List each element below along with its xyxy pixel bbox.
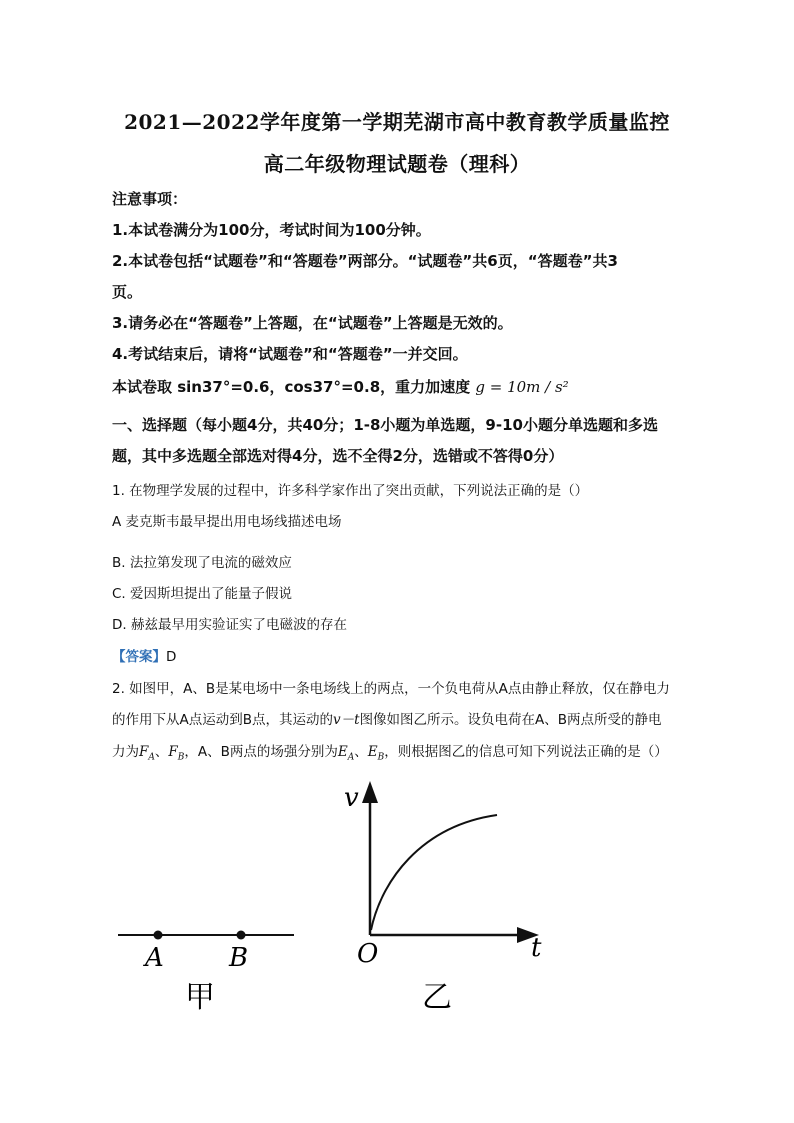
notice-item-3: 3.请务必在“答题卷”上答题，在“试题卷”上答题是无效的。 bbox=[112, 314, 513, 332]
exam-title-line2: 高二年级物理试题卷（理科） bbox=[263, 152, 531, 176]
q1-option-a: A 麦克斯韦最早提出用电场线描述电场 bbox=[112, 514, 342, 530]
force-b-sub: B bbox=[177, 752, 185, 763]
q2-line2-a: 的作用下从A点运动到B点，其运动的 bbox=[112, 712, 333, 728]
figure-yi bbox=[344, 781, 542, 1015]
answer-value: D bbox=[166, 649, 177, 665]
notice-heading: 注意事项： bbox=[112, 190, 188, 208]
field-a-letter: E bbox=[337, 744, 348, 760]
notice-item-2-cont: 页。 bbox=[112, 283, 143, 301]
q2-line3-a: 力为 bbox=[112, 744, 139, 760]
force-a-letter: F bbox=[139, 744, 149, 760]
v-axis-arrow bbox=[362, 781, 378, 803]
vt-curve bbox=[371, 815, 497, 930]
vt-symbol: v－t bbox=[333, 712, 360, 728]
point-a-dot bbox=[154, 931, 163, 940]
q1-stem: 1. 在物理学发展的过程中，许多科学家作出了突出贡献，下列说法正确的是（） bbox=[112, 483, 589, 499]
figure-jia-caption: 甲 bbox=[185, 980, 215, 1015]
notice-item-4: 4.考试结束后，请将“试题卷”和“答题卷”一并交回。 bbox=[112, 345, 468, 363]
figure-yi-caption: 乙 bbox=[422, 980, 452, 1015]
q2-line3-b: ，A、B两点的场强分别为 bbox=[184, 744, 338, 760]
section1-heading-cont: 题，其中多选题全部选对得4分，选不全得2分，选错或不答得0分） bbox=[112, 447, 564, 465]
notice-item-1: 1.本试卷满分为100分，考试时间为100分钟。 bbox=[112, 221, 431, 239]
q2-sep1: 、 bbox=[154, 744, 169, 760]
t-axis-label: t bbox=[531, 933, 542, 963]
constants-text: 本试卷取 sin37°=0.6，cos37°=0.8，重力加速度 bbox=[112, 378, 476, 396]
origin-label: O bbox=[357, 939, 379, 969]
q2-sep2: 、 bbox=[354, 744, 368, 760]
gravity-formula: g = 10m / s² bbox=[475, 378, 569, 396]
point-b-dot bbox=[237, 931, 246, 940]
q1-option-c: C. 爱因斯坦提出了能量子假说 bbox=[112, 586, 293, 602]
field-a-sub: A bbox=[347, 752, 355, 763]
field-b-letter: E bbox=[367, 744, 378, 760]
q2-line3-c: ，则根据图乙的信息可知下列说法正确的是（） bbox=[384, 744, 668, 760]
figure-jia bbox=[118, 931, 294, 1016]
answer-tag: 【答案】 bbox=[112, 649, 166, 665]
point-b-label: B bbox=[229, 943, 249, 973]
q1-option-b: B. 法拉第发现了电流的磁效应 bbox=[112, 555, 292, 571]
force-b-letter: F bbox=[168, 744, 178, 760]
field-b-sub: B bbox=[377, 752, 385, 763]
q2-line1: 2. 如图甲，A、B是某电场中一条电场线上的两点，一个负电荷从A点由静止释放，仅在静电力 bbox=[112, 681, 670, 697]
v-axis-label: v bbox=[344, 783, 359, 813]
point-a-label: A bbox=[145, 943, 164, 973]
q1-option-d: D. 赫兹最早用实验证实了电磁波的存在 bbox=[112, 617, 347, 633]
section1-heading: 一、选择题（每小题4分，共40分；1-8小题为单选题，9-10小题分单选题和多选 bbox=[112, 416, 658, 434]
exam-title-line1: 2021—2022学年度第一学期芜湖市高中教育教学质量监控 bbox=[124, 110, 670, 134]
notice-item-2: 2.本试卷包括“试题卷”和“答题卷”两部分。“试题卷”共6页，“答题卷”共3 bbox=[112, 252, 618, 270]
q2-line2-b: 图像如图乙所示。设负电荷在A、B两点所受的静电 bbox=[359, 712, 662, 728]
force-a-sub: A bbox=[148, 752, 155, 763]
